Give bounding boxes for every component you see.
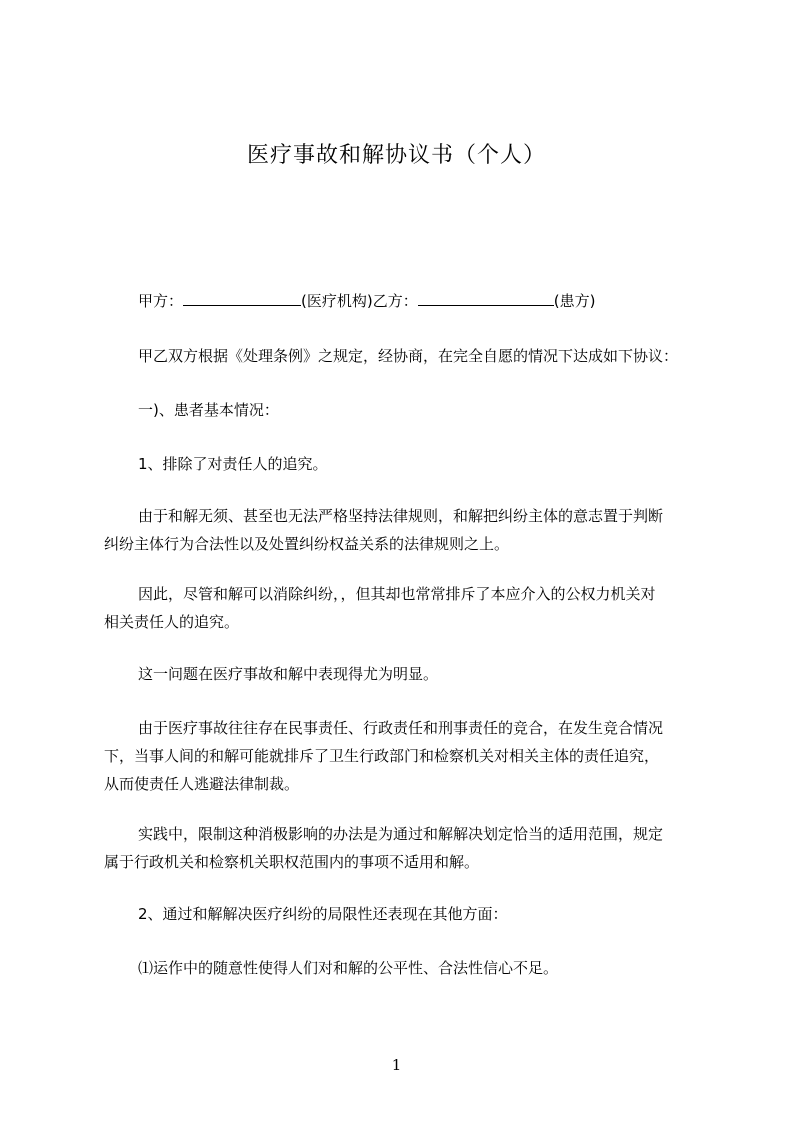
paragraph-1-line-2: 纠纷主体行为合法性以及处置纠纷权益关系的法律规则之上。 <box>104 535 510 553</box>
party-a-blank <box>183 290 301 306</box>
paragraph-4 <box>104 714 704 798</box>
item-1: 1、排除了对责任人的追究。 <box>138 455 328 473</box>
party-b-blank <box>418 290 554 306</box>
paragraph-3: 这一问题在医疗事故和解中表现得尤为明显。 <box>138 665 439 683</box>
paragraph-1 <box>104 502 704 558</box>
section-heading-1: 一)、患者基本情况： <box>138 401 279 419</box>
item-2: 2、通过和解解决医疗纠纷的局限性还表现在其他方面： <box>138 905 508 923</box>
paragraph-1-line-1: 由于和解无须、甚至也无法严格坚持法律规则，和解把纠纷主体的意志置于判断 <box>138 507 664 525</box>
paragraph-2-line-1: 因此，尽管和解可以消除纠纷，，但其却也常常排斥了本应介入的公权力机关对 <box>138 585 656 603</box>
paragraph-2 <box>104 580 704 636</box>
paragraph-5 <box>104 820 704 876</box>
paragraph-2-line-2: 相关责任人的追究。 <box>104 613 240 631</box>
intro-paragraph: 甲乙双方根据《处理条例》之规定，经协商，在完全自愿的情况下达成如下协议： <box>138 347 679 365</box>
party-a-label: 甲方： <box>138 292 184 310</box>
paragraph-5-line-2: 属于行政机关和检察机关职权范围内的事项不适用和解。 <box>104 853 480 871</box>
item-2-1: ⑴运作中的随意性使得人们对和解的公平性、合法性信心不足。 <box>138 959 559 977</box>
paragraph-5-line-1: 实践中，限制这种消极影响的办法是为通过和解解决划定恰当的适用范围，规定 <box>138 825 664 843</box>
party-b-suffix: (患方) <box>553 292 596 310</box>
paragraph-4-line-1: 由于医疗事故往往存在民事责任、行政责任和刑事责任的竞合，在发生竞合情况 <box>138 719 664 737</box>
page-number: 1 <box>391 1056 402 1074</box>
party-a-suffix: (医疗机构)乙方： <box>301 292 418 310</box>
document-title: 医疗事故和解协议书（个人） <box>246 143 546 168</box>
paragraph-4-line-3: 从而使责任人逃避法律制裁。 <box>104 775 300 793</box>
parties-line <box>138 287 738 315</box>
paragraph-4-line-2: 下，当事人间的和解可能就排斥了卫生行政部门和检察机关对相关主体的责任追究， <box>104 747 660 765</box>
